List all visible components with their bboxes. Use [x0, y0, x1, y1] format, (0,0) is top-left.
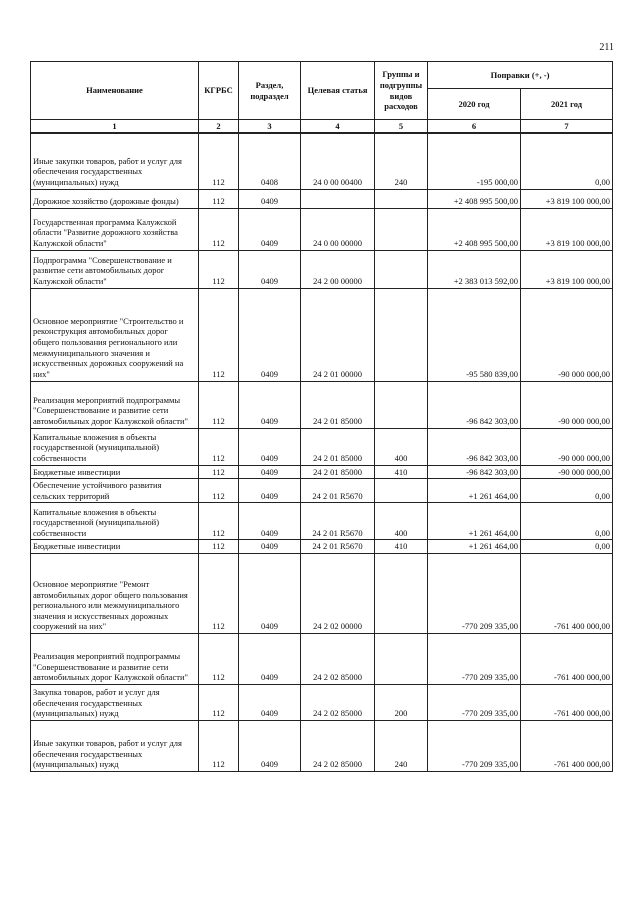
table-row — [31, 634, 613, 685]
row-tselevaya: 24 2 01 R5670 — [301, 479, 375, 503]
row-name: Капитальные вложения в объекты государственной (муниципальной) собственности — [31, 503, 199, 540]
row-amount-2020: +2 408 995 500,00 — [428, 189, 521, 208]
row-kgrbs: 112 — [199, 554, 239, 634]
table-row — [31, 208, 613, 250]
table-row — [31, 381, 613, 428]
row-name: Реализация мероприятий подпрограммы "Совершенствование и развитие сети автомобильных дорог Калужской области" — [31, 381, 199, 428]
column-number: 3 — [239, 120, 301, 134]
row-amount-2020: +1 261 464,00 — [428, 503, 521, 540]
row-vid: 200 — [375, 685, 428, 721]
row-razdel: 0409 — [239, 479, 301, 503]
row-razdel: 0409 — [239, 554, 301, 634]
row-kgrbs: 112 — [199, 381, 239, 428]
row-amount-2020: -96 842 303,00 — [428, 465, 521, 479]
row-name: Капитальные вложения в объекты государственной (муниципальной) собственности — [31, 428, 199, 465]
table-row — [31, 721, 613, 772]
table-body — [31, 133, 613, 772]
header-year-2021: 2021 год — [521, 89, 613, 120]
row-amount-2021: -761 400 000,00 — [521, 721, 613, 772]
row-tselevaya: 24 2 01 85000 — [301, 381, 375, 428]
row-vid — [375, 479, 428, 503]
column-number: 7 — [521, 120, 613, 134]
row-amount-2020: -770 209 335,00 — [428, 634, 521, 685]
row-amount-2021: -761 400 000,00 — [521, 634, 613, 685]
row-tselevaya: 24 2 02 00000 — [301, 554, 375, 634]
row-amount-2020: +1 261 464,00 — [428, 540, 521, 554]
row-amount-2021: -761 400 000,00 — [521, 554, 613, 634]
row-tselevaya: 24 2 01 00000 — [301, 288, 375, 381]
header-name: Наименование — [31, 62, 199, 120]
budget-amendments-table — [30, 61, 613, 772]
row-kgrbs: 112 — [199, 634, 239, 685]
row-kgrbs: 112 — [199, 465, 239, 479]
header-razdel: Раздел, подраздел — [239, 62, 301, 120]
row-razdel: 0409 — [239, 428, 301, 465]
row-razdel: 0409 — [239, 381, 301, 428]
row-tselevaya: 24 2 02 85000 — [301, 634, 375, 685]
header-kgrbs: КГРБС — [199, 62, 239, 120]
table-row — [31, 685, 613, 721]
row-razdel: 0409 — [239, 189, 301, 208]
row-amount-2020: -770 209 335,00 — [428, 554, 521, 634]
row-amount-2021: -90 000 000,00 — [521, 288, 613, 381]
row-kgrbs: 112 — [199, 250, 239, 288]
row-tselevaya — [301, 189, 375, 208]
table-row — [31, 554, 613, 634]
row-vid — [375, 381, 428, 428]
row-vid — [375, 634, 428, 685]
row-razdel: 0409 — [239, 721, 301, 772]
header-row-top — [31, 62, 613, 89]
row-vid — [375, 250, 428, 288]
row-name: Реализация мероприятий подпрограммы "Совершенствование и развитие сети автомобильных дорог Калужской области" — [31, 634, 199, 685]
row-amount-2020: -195 000,00 — [428, 133, 521, 189]
row-vid: 240 — [375, 721, 428, 772]
column-number: 5 — [375, 120, 428, 134]
row-amount-2020: -96 842 303,00 — [428, 381, 521, 428]
table-row — [31, 250, 613, 288]
row-kgrbs: 112 — [199, 428, 239, 465]
header-year-2020: 2020 год — [428, 89, 521, 120]
column-number: 6 — [428, 120, 521, 134]
row-vid — [375, 554, 428, 634]
row-kgrbs: 112 — [199, 685, 239, 721]
row-amount-2021: 0,00 — [521, 479, 613, 503]
table-row — [31, 479, 613, 503]
row-vid: 240 — [375, 133, 428, 189]
row-amount-2020: +1 261 464,00 — [428, 479, 521, 503]
row-kgrbs: 112 — [199, 288, 239, 381]
row-name: Государственная программа Калужской области "Развитие дорожного хозяйства Калужской области" — [31, 208, 199, 250]
row-kgrbs: 112 — [199, 503, 239, 540]
row-amount-2020: -770 209 335,00 — [428, 721, 521, 772]
row-amount-2020: -96 842 303,00 — [428, 428, 521, 465]
header-tselevaya: Целевая статья — [301, 62, 375, 120]
row-name: Подпрограмма "Совершенствование и развитие сети автомобильных дорог Калужской области" — [31, 250, 199, 288]
row-name: Иные закупки товаров, работ и услуг для обеспечения государственных (муниципальных) нужд — [31, 721, 199, 772]
table-row — [31, 540, 613, 554]
row-amount-2021: -90 000 000,00 — [521, 465, 613, 479]
column-number: 2 — [199, 120, 239, 134]
page-number: 211 — [599, 42, 614, 53]
row-razdel: 0409 — [239, 503, 301, 540]
row-amount-2021: +3 819 100 000,00 — [521, 208, 613, 250]
row-kgrbs: 112 — [199, 189, 239, 208]
row-vid — [375, 189, 428, 208]
column-number: 4 — [301, 120, 375, 134]
row-vid: 410 — [375, 540, 428, 554]
row-tselevaya: 24 2 02 85000 — [301, 721, 375, 772]
row-name: Закупка товаров, работ и услуг для обеспечения государственных (муниципальных) нужд — [31, 685, 199, 721]
row-kgrbs: 112 — [199, 721, 239, 772]
row-razdel: 0408 — [239, 133, 301, 189]
row-razdel: 0409 — [239, 685, 301, 721]
row-vid: 410 — [375, 465, 428, 479]
row-vid: 400 — [375, 503, 428, 540]
table-row — [31, 428, 613, 465]
row-amount-2020: +2 408 995 500,00 — [428, 208, 521, 250]
row-kgrbs: 112 — [199, 208, 239, 250]
row-vid — [375, 288, 428, 381]
row-tselevaya: 24 2 01 R5670 — [301, 540, 375, 554]
row-name: Иные закупки товаров, работ и услуг для обеспечения государственных (муниципальных) нужд — [31, 133, 199, 189]
table-row — [31, 465, 613, 479]
row-amount-2021: +3 819 100 000,00 — [521, 250, 613, 288]
row-kgrbs: 112 — [199, 540, 239, 554]
row-razdel: 0409 — [239, 288, 301, 381]
table-row — [31, 133, 613, 189]
row-amount-2020: -95 580 839,00 — [428, 288, 521, 381]
row-name: Обеспечение устойчивого развития сельских территорий — [31, 479, 199, 503]
table-row — [31, 288, 613, 381]
row-tselevaya: 24 2 01 R5670 — [301, 503, 375, 540]
row-razdel: 0409 — [239, 250, 301, 288]
row-vid: 400 — [375, 428, 428, 465]
row-name: Бюджетные инвестиции — [31, 540, 199, 554]
row-amount-2020: -770 209 335,00 — [428, 685, 521, 721]
header-popravki: Поправки (+, -) — [428, 62, 613, 89]
row-tselevaya: 24 0 00 00000 — [301, 208, 375, 250]
row-amount-2021: 0,00 — [521, 133, 613, 189]
row-amount-2020: +2 383 013 592,00 — [428, 250, 521, 288]
row-razdel: 0409 — [239, 465, 301, 479]
row-name: Основное мероприятие "Строительство и реконструкция автомобильных дорог общего пользования регионального или межмуниципального значения и искусственных дорожных сооружений на них" — [31, 288, 199, 381]
row-amount-2021: 0,00 — [521, 540, 613, 554]
row-tselevaya: 24 0 00 00400 — [301, 133, 375, 189]
row-razdel: 0409 — [239, 634, 301, 685]
column-number-row — [31, 120, 613, 134]
row-kgrbs: 112 — [199, 479, 239, 503]
row-amount-2021: -90 000 000,00 — [521, 381, 613, 428]
row-tselevaya: 24 2 01 85000 — [301, 428, 375, 465]
row-name: Бюджетные инвестиции — [31, 465, 199, 479]
row-amount-2021: -90 000 000,00 — [521, 428, 613, 465]
table-row — [31, 503, 613, 540]
row-name: Основное мероприятие "Ремонт автомобильных дорог общего пользования регионального или межмуниципального значения и искусственных дорожных сооружений на них" — [31, 554, 199, 634]
row-tselevaya: 24 2 00 00000 — [301, 250, 375, 288]
header-gruppy: Группы и подгруппы видов расходов — [375, 62, 428, 120]
row-amount-2021: +3 819 100 000,00 — [521, 189, 613, 208]
row-amount-2021: 0,00 — [521, 503, 613, 540]
row-vid — [375, 208, 428, 250]
row-name: Дорожное хозяйство (дорожные фонды) — [31, 189, 199, 208]
table-row — [31, 189, 613, 208]
row-tselevaya: 24 2 01 85000 — [301, 465, 375, 479]
column-number: 1 — [31, 120, 199, 134]
row-amount-2021: -761 400 000,00 — [521, 685, 613, 721]
row-razdel: 0409 — [239, 208, 301, 250]
row-kgrbs: 112 — [199, 133, 239, 189]
row-tselevaya: 24 2 02 85000 — [301, 685, 375, 721]
row-razdel: 0409 — [239, 540, 301, 554]
